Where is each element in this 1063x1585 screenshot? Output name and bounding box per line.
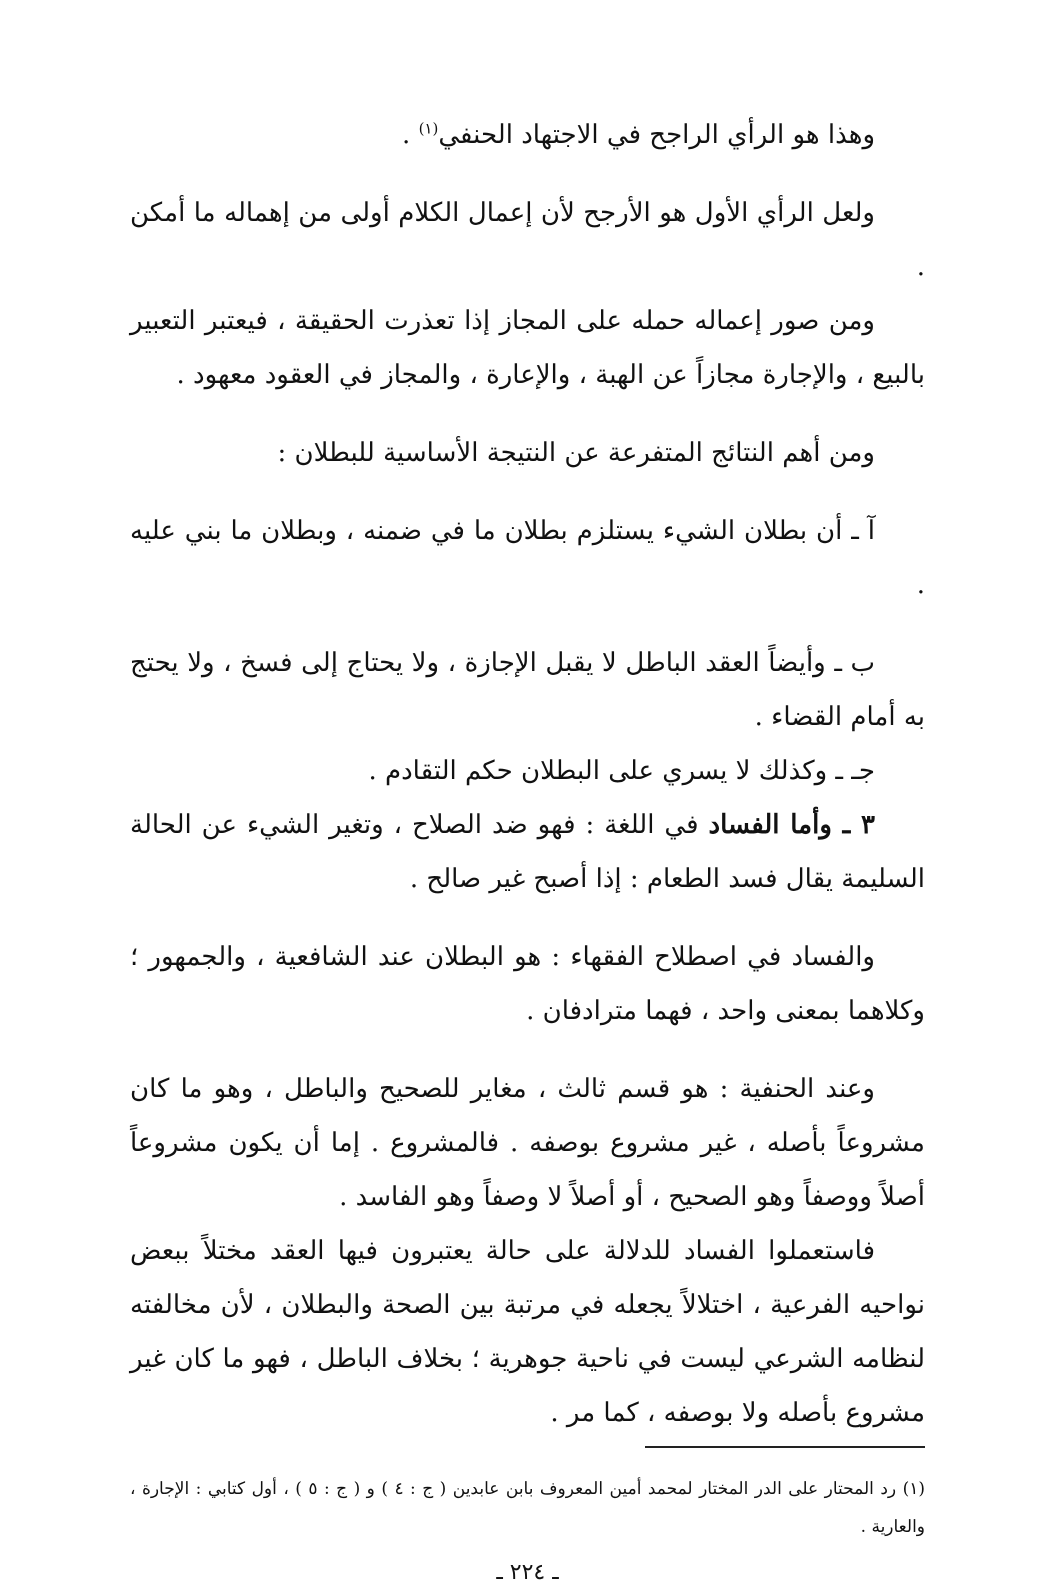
section-heading-fasad: ٣ ـ وأما الفساد <box>708 810 875 840</box>
paragraph-1 <box>130 108 925 162</box>
paragraph-fasad-text: في اللغة : فهو ضد الصلاح ، وتغير الشيء عن الحالة السليمة يقال فسد الطعام : إذا أصبح غير صالح . <box>130 810 925 894</box>
paragraph-2: ولعل الرأي الأول هو الأرجح لأن إعمال الكلام أولى من إهماله ما أمكن . <box>130 198 925 282</box>
paragraph-11: فاستعملوا الفساد للدلالة على حالة يعتبرون فيها العقد مختلاً ببعض نواحيه الفرعية ، اختلالاً يجعله في مرتبة بين الصحة والبطلان ، لأن مخالفته لنظامه الشرعي ليست في ناحية جوهرية ؛ بخلاف الباطل ، فهو ما كان غير مشروع بأصله ولا بوصفه ، كما مر . <box>130 1236 925 1428</box>
footnote-divider <box>645 1446 925 1448</box>
paragraph-3: ومن صور إعماله حمله على المجاز إذا تعذرت الحقيقة ، فيعتبر التعبير بالبيع ، والإجارة مجازاً عن الهبة ، والإعارة ، والمجاز في العقود معهود . <box>130 306 925 390</box>
page-number: ـ ٢٢٤ ـ <box>496 1560 559 1585</box>
document-page <box>130 108 925 1585</box>
list-item-c: جـ ـ وكذلك لا يسري على البطلان حكم التقادم . <box>368 756 875 786</box>
footnote-reference[interactable]: (١) <box>418 119 439 138</box>
paragraph-4: ومن أهم النتائج المتفرعة عن النتيجة الأساسية للبطلان : <box>277 438 875 468</box>
paragraph-fasad-definition <box>130 798 925 906</box>
paragraph-9: والفساد في اصطلاح الفقهاء : هو البطلان عند الشافعية ، والجمهور ؛ وكلاهما بمعنى واحد ، فهما مترادفان . <box>130 942 925 1026</box>
paragraph-1-end: . <box>402 120 419 150</box>
list-item-b: ب ـ وأيضاً العقد الباطل لا يقبل الإجازة ، ولا يحتاج إلى فسخ ، ولا يحتج به أمام القضاء . <box>130 648 925 732</box>
list-item-a: آ ـ أن بطلان الشيء يستلزم بطلان ما في ضمنه ، وبطلان ما بني عليه . <box>130 516 925 600</box>
paragraph-1-text: وهذا هو الرأي الراجح في الاجتهاد الحنفي <box>438 120 875 150</box>
footnote: (١) رد المحتار على الدر المختار لمحمد أمين المعروف بابن عابدين ( ج : ٤ ) و ( ج : ٥ ) ، أول كتابي : الإجارة ، والعارية . <box>130 1479 925 1537</box>
paragraph-10: وعند الحنفية : هو قسم ثالث ، مغاير للصحيح والباطل ، وهو ما كان مشروعاً بأصله ، غير مشروع بوصفه . فالمشروع . إما أن يكون مشروعاً أصلاً ووصفاً وهو الصحيح ، أو أصلاً لا وصفاً وهو الفاسد . <box>130 1074 925 1212</box>
